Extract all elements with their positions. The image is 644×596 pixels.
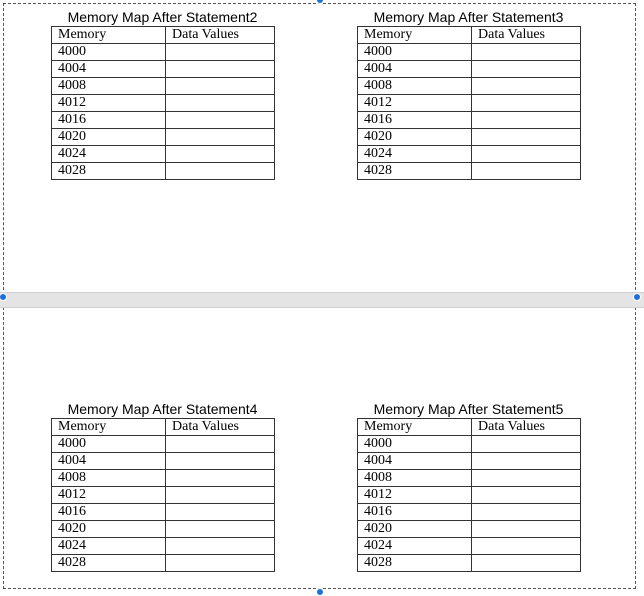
header-memory[interactable]: Memory	[52, 27, 166, 44]
data-value-cell[interactable]	[472, 129, 581, 146]
data-value-cell[interactable]	[166, 61, 275, 78]
table-row	[358, 555, 581, 572]
memory-address-cell[interactable]: 4020	[52, 521, 166, 538]
table-row	[358, 487, 581, 504]
table-row	[52, 61, 275, 78]
memory-address-cell[interactable]: 4028	[358, 163, 472, 180]
memory-address-cell[interactable]: 4020	[358, 521, 472, 538]
data-value-cell[interactable]	[166, 453, 275, 470]
data-value-cell[interactable]	[472, 44, 581, 61]
memory-address-cell[interactable]: 4000	[52, 44, 166, 61]
memory-map-title: Memory Map After Statement3	[373, 9, 564, 25]
memory-address-cell[interactable]: 4012	[52, 95, 166, 112]
resize-handle-middle-right[interactable]	[633, 293, 641, 301]
data-value-cell[interactable]	[472, 521, 581, 538]
header-memory[interactable]: Memory	[358, 27, 472, 44]
table-row	[52, 95, 275, 112]
memory-address-cell[interactable]: 4004	[358, 453, 472, 470]
table-row	[358, 129, 581, 146]
memory-address-cell[interactable]: 4024	[52, 538, 166, 555]
memory-address-cell[interactable]: 4004	[358, 61, 472, 78]
data-value-cell[interactable]	[472, 504, 581, 521]
table-row	[52, 112, 275, 129]
data-value-cell[interactable]	[472, 95, 581, 112]
table-row	[358, 112, 581, 129]
data-value-cell[interactable]	[166, 95, 275, 112]
memory-address-cell[interactable]: 4028	[52, 555, 166, 572]
memory-map-title: Memory Map After Statement5	[373, 401, 564, 417]
memory-address-cell[interactable]: 4024	[358, 538, 472, 555]
memory-address-cell[interactable]: 4028	[358, 555, 472, 572]
table-row	[52, 555, 275, 572]
table-header-row	[358, 27, 581, 44]
memory-map-block-statement5	[357, 400, 580, 572]
memory-address-cell[interactable]: 4008	[52, 470, 166, 487]
table-row	[52, 146, 275, 163]
data-value-cell[interactable]	[166, 555, 275, 572]
data-value-cell[interactable]	[472, 112, 581, 129]
header-data-values[interactable]: Data Values	[166, 27, 275, 44]
table-header-row	[52, 27, 275, 44]
memory-address-cell[interactable]: 4004	[52, 453, 166, 470]
table-row	[52, 163, 275, 180]
header-memory[interactable]: Memory	[358, 419, 472, 436]
memory-map-table[interactable]	[357, 26, 581, 180]
memory-address-cell[interactable]: 4016	[358, 112, 472, 129]
memory-address-cell[interactable]: 4012	[52, 487, 166, 504]
memory-map-block-statement4	[51, 400, 274, 572]
memory-address-cell[interactable]: 4008	[52, 78, 166, 95]
data-value-cell[interactable]	[166, 436, 275, 453]
data-value-cell[interactable]	[166, 521, 275, 538]
table-row	[358, 436, 581, 453]
data-value-cell[interactable]	[472, 146, 581, 163]
memory-map-table[interactable]	[51, 418, 275, 572]
table-row	[52, 453, 275, 470]
data-value-cell[interactable]	[472, 78, 581, 95]
table-header-row	[52, 419, 275, 436]
memory-address-cell[interactable]: 4024	[358, 146, 472, 163]
header-data-values[interactable]: Data Values	[166, 419, 275, 436]
data-value-cell[interactable]	[166, 129, 275, 146]
data-value-cell[interactable]	[166, 146, 275, 163]
memory-map-table[interactable]	[357, 418, 581, 572]
data-value-cell[interactable]	[166, 487, 275, 504]
memory-address-cell[interactable]: 4012	[358, 487, 472, 504]
memory-address-cell[interactable]: 4028	[52, 163, 166, 180]
memory-address-cell[interactable]: 4000	[52, 436, 166, 453]
data-value-cell[interactable]	[472, 538, 581, 555]
memory-address-cell[interactable]: 4016	[52, 504, 166, 521]
data-value-cell[interactable]	[166, 78, 275, 95]
header-data-values[interactable]: Data Values	[472, 419, 581, 436]
table-row	[358, 521, 581, 538]
table-row	[52, 470, 275, 487]
table-row	[358, 95, 581, 112]
memory-address-cell[interactable]: 4020	[52, 129, 166, 146]
memory-address-cell[interactable]: 4016	[52, 112, 166, 129]
memory-map-block-statement2	[51, 8, 274, 180]
header-data-values[interactable]: Data Values	[472, 27, 581, 44]
table-row	[52, 129, 275, 146]
data-value-cell[interactable]	[166, 538, 275, 555]
data-value-cell[interactable]	[166, 112, 275, 129]
table-row	[358, 470, 581, 487]
table-row	[52, 487, 275, 504]
table-row	[358, 504, 581, 521]
table-row	[52, 78, 275, 95]
memory-map-block-statement3	[357, 8, 580, 180]
table-row	[52, 521, 275, 538]
table-row	[358, 44, 581, 61]
table-row	[52, 44, 275, 61]
data-value-cell[interactable]	[472, 453, 581, 470]
data-value-cell[interactable]	[472, 436, 581, 453]
data-value-cell[interactable]	[472, 487, 581, 504]
memory-map-table[interactable]	[51, 26, 275, 180]
data-value-cell[interactable]	[472, 555, 581, 572]
data-value-cell[interactable]	[166, 44, 275, 61]
memory-address-cell[interactable]: 4016	[358, 504, 472, 521]
data-value-cell[interactable]	[472, 470, 581, 487]
table-row	[358, 78, 581, 95]
memory-address-cell[interactable]: 4008	[358, 78, 472, 95]
data-value-cell[interactable]	[472, 61, 581, 78]
memory-map-title: Memory Map After Statement4	[67, 401, 258, 417]
memory-address-cell[interactable]: 4000	[358, 44, 472, 61]
memory-address-cell[interactable]: 4000	[358, 436, 472, 453]
data-value-cell[interactable]	[166, 504, 275, 521]
table-header-row	[358, 419, 581, 436]
memory-address-cell[interactable]: 4012	[358, 95, 472, 112]
memory-address-cell[interactable]: 4024	[52, 146, 166, 163]
table-row	[358, 453, 581, 470]
page-break-gap	[0, 292, 644, 308]
memory-address-cell[interactable]: 4020	[358, 129, 472, 146]
table-row	[52, 504, 275, 521]
data-value-cell[interactable]	[166, 163, 275, 180]
memory-map-title: Memory Map After Statement2	[67, 9, 258, 25]
table-row	[358, 163, 581, 180]
memory-address-cell[interactable]: 4008	[358, 470, 472, 487]
memory-address-cell[interactable]: 4004	[52, 61, 166, 78]
table-row	[52, 538, 275, 555]
table-row	[358, 538, 581, 555]
header-memory[interactable]: Memory	[52, 419, 166, 436]
table-row	[52, 436, 275, 453]
data-value-cell[interactable]	[472, 163, 581, 180]
data-value-cell[interactable]	[166, 470, 275, 487]
table-row	[358, 146, 581, 163]
resize-handle-bottom-center[interactable]	[316, 588, 324, 596]
table-row	[358, 61, 581, 78]
